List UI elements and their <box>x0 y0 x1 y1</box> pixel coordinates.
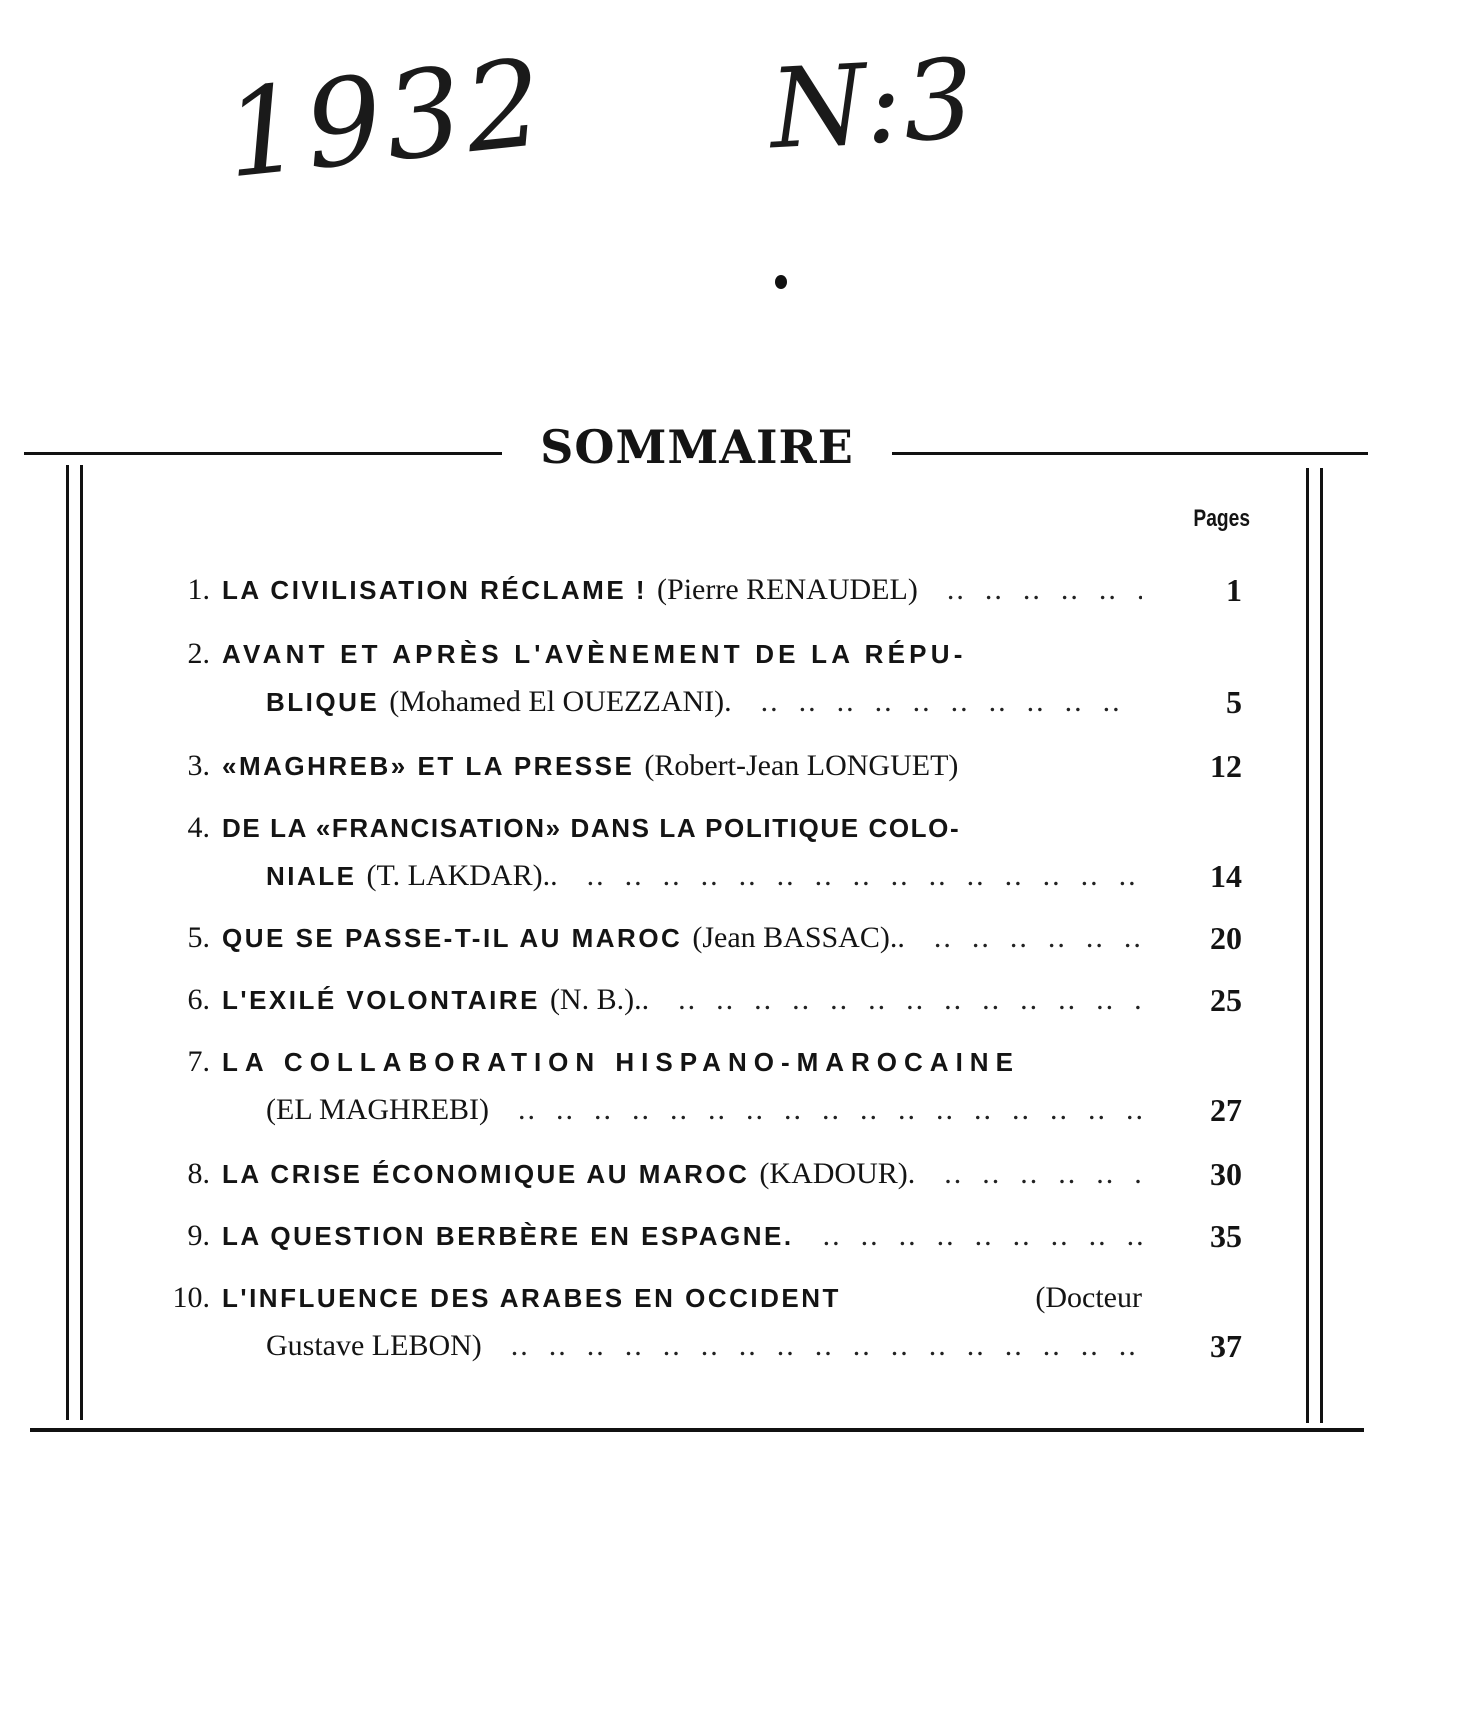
entry-title-continued: BLIQUE <box>266 687 380 717</box>
entry-page: 5 <box>1226 684 1242 720</box>
entry-number: 8. <box>187 1157 210 1190</box>
entry-author-continued: Gustave LEBON) <box>266 1329 482 1362</box>
entry-number: 3. <box>187 749 210 782</box>
entry-title: QUE SE PASSE-T-IL AU MAROC <box>222 923 683 953</box>
left-border-line <box>80 465 83 1420</box>
entry-number: 1. <box>187 573 210 606</box>
entry-title: LA CIVILISATION RÉCLAME ! <box>222 575 648 605</box>
entry-page: 25 <box>1210 982 1242 1018</box>
page-title: SOMMAIRE <box>540 420 854 474</box>
entry-title: LA CRISE ÉCONOMIQUE AU MAROC <box>222 1159 750 1189</box>
toc-entry <box>150 1038 1250 1134</box>
entry-author: (KADOUR). <box>759 1157 916 1190</box>
leader-dots <box>649 976 1142 1024</box>
entry-page: 12 <box>1210 748 1242 784</box>
entry-title: AVANT ET APRÈS L'AVÈNEMENT DE LA RÉPU- <box>222 639 967 669</box>
entry-number: 2. <box>187 637 210 670</box>
toc-entry <box>150 914 1250 962</box>
entry-title: L'INFLUENCE DES ARABES EN OCCIDENT <box>222 1283 841 1313</box>
right-border-line <box>1320 468 1323 1423</box>
bottom-rule <box>30 1428 1364 1432</box>
entry-title: L'EXILÉ VOLONTAIRE <box>222 985 540 1015</box>
ink-dot <box>775 275 787 289</box>
entry-title: LA QUESTION BERBÈRE EN ESPAGNE. <box>222 1221 794 1251</box>
leader-dots <box>489 1086 1142 1134</box>
toc-entry <box>150 1274 1250 1370</box>
entry-page: 20 <box>1210 920 1242 956</box>
entry-page: 35 <box>1210 1218 1242 1254</box>
entry-title-continued: NIALE <box>266 861 357 891</box>
entry-number: 6. <box>187 983 210 1016</box>
leader-dots <box>918 566 1142 614</box>
pages-column-header: Pages <box>1193 505 1250 532</box>
toc-entry <box>150 566 1250 614</box>
right-border-line <box>1306 468 1309 1423</box>
entry-number: 10. <box>172 1281 210 1314</box>
leader-dots <box>794 1212 1142 1260</box>
entry-page: 27 <box>1210 1092 1242 1128</box>
toc-entry <box>150 1212 1250 1260</box>
entry-title: LA COLLABORATION HISPANO-MAROCAINE <box>222 1047 1020 1077</box>
left-border-line <box>66 465 69 1420</box>
entry-author: (Jean BASSAC).. <box>692 921 905 954</box>
entry-author: (Robert-Jean LONGUET) <box>644 749 959 782</box>
toc-entry <box>150 742 1250 790</box>
entry-author: (EL MAGHREBI) <box>266 1093 490 1126</box>
entry-author: (Docteur <box>1035 1281 1142 1314</box>
handwritten-issue-number: N:3 <box>766 34 979 174</box>
leader-dots <box>915 1150 1142 1198</box>
entry-author: (Pierre RENAUDEL) <box>657 573 918 606</box>
entry-page: 37 <box>1210 1328 1242 1364</box>
entry-number: 9. <box>187 1219 210 1252</box>
entry-author: (Mohamed El OUEZZANI). <box>389 685 732 718</box>
leader-dots <box>558 852 1142 900</box>
entry-page: 30 <box>1210 1156 1242 1192</box>
toc-entry <box>150 804 1250 900</box>
leader-dots <box>482 1322 1142 1370</box>
entry-page: 1 <box>1226 572 1242 608</box>
leader-dots <box>905 914 1142 962</box>
entry-number: 5. <box>187 921 210 954</box>
entry-page: 14 <box>1210 858 1242 894</box>
top-rule-right <box>892 452 1368 455</box>
entry-number: 4. <box>187 811 210 844</box>
entry-author: (N. B.).. <box>549 983 650 1016</box>
entry-title: DE LA «FRANCISATION» DANS LA POLITIQUE COLO- <box>222 813 961 843</box>
entry-author: (T. LAKDAR).. <box>366 859 558 892</box>
top-rule-left <box>24 452 502 455</box>
handwritten-year: 1932 <box>218 33 553 206</box>
entry-title: «MAGHREB» ET LA PRESSE <box>222 751 635 781</box>
toc-entry <box>150 1150 1250 1198</box>
entry-number: 7. <box>187 1045 210 1078</box>
leader-dots <box>732 678 1142 726</box>
toc-entry <box>150 630 1250 726</box>
toc-entry <box>150 976 1250 1024</box>
